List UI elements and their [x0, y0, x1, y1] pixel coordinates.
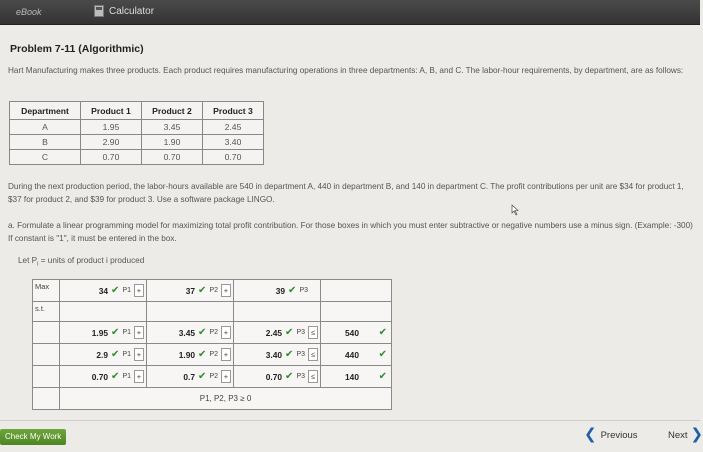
check-icon: ✔: [285, 326, 294, 338]
check-icon: ✔: [198, 326, 207, 338]
constraint-coef-input[interactable]: 0.7: [183, 371, 196, 382]
check-icon: ✔: [285, 348, 294, 360]
variable-label: P3: [296, 329, 305, 336]
objective-term: [60, 280, 147, 302]
objective-coef-input[interactable]: 34: [98, 285, 109, 296]
problem-intro: Hart Manufacturing makes three products. Each product requires manufacturing operations in three departments: A, B, and C. The labor-hour requirements, by department, are as follows:: [8, 66, 684, 75]
problem-title: Problem 7-11 (Algorithmic): [10, 43, 144, 55]
rhs-input[interactable]: 440: [345, 349, 359, 360]
check-icon: ✔: [111, 284, 120, 296]
empty-cell: [33, 344, 60, 366]
variable-label: P2: [209, 287, 218, 294]
header-cell: Product 2: [142, 102, 203, 120]
objective-coef-input[interactable]: 39: [275, 285, 286, 296]
empty-cell: [33, 388, 60, 410]
variable-label: P1: [122, 287, 131, 294]
table-cell: 3.45: [142, 120, 203, 135]
empty-cell: [321, 280, 392, 302]
variable-label: P1: [122, 351, 131, 358]
header-cell: Product 1: [81, 102, 142, 120]
variable-label: P3: [296, 351, 305, 358]
check-icon: ✔: [288, 284, 297, 296]
variable-definition: Let $P_i$ = units of product i produced: [18, 256, 145, 268]
lp-model-table: [32, 279, 392, 410]
table-cell: 0.70: [81, 150, 142, 165]
empty-cell: [234, 302, 321, 322]
check-icon: ✔: [111, 370, 120, 382]
table-cell: 2.90: [81, 135, 142, 150]
table-cell: 3.40: [203, 135, 264, 150]
nonnegativity-constraint: P1, P2, P3 ≥ 0: [60, 388, 392, 410]
table-cell: A: [10, 120, 81, 135]
check-icon: ✔: [378, 326, 387, 338]
st-label: s.t.: [33, 302, 60, 322]
variable-label: P2: [209, 329, 218, 336]
relation-select[interactable]: ≤: [308, 348, 318, 361]
constraint-coef-input[interactable]: 1.95: [91, 327, 109, 338]
constraint-coef-input[interactable]: 0.70: [91, 371, 109, 382]
labor-hours-table: [9, 101, 264, 165]
table-cell: 0.70: [203, 150, 264, 165]
check-icon: ✔: [198, 284, 207, 296]
relation-select[interactable]: ≤: [308, 326, 318, 339]
table-cell: 2.45: [203, 120, 264, 135]
empty-cell: [33, 322, 60, 344]
check-icon: ✔: [378, 370, 387, 382]
constraint-coef-input[interactable]: 2.45: [265, 327, 283, 338]
constraint-coef-input[interactable]: 3.45: [178, 327, 196, 338]
constraint-coef-input[interactable]: 3.40: [265, 349, 283, 360]
header-cell: Product 3: [203, 102, 264, 120]
table-row: [10, 150, 264, 165]
calculator-icon: [94, 5, 104, 17]
check-icon: ✔: [198, 370, 207, 382]
chevron-right-icon: ❯: [690, 426, 703, 443]
check-icon: ✔: [285, 370, 294, 382]
operator-select[interactable]: +: [134, 284, 144, 297]
check-icon: ✔: [378, 348, 387, 360]
variable-label: P3: [296, 373, 305, 380]
objective-term: [147, 280, 234, 302]
table-cell: B: [10, 135, 81, 150]
footer-divider: [0, 420, 700, 421]
variable-label: P3: [299, 287, 308, 294]
constraint-coef-input[interactable]: 2.9: [96, 349, 109, 360]
objective-term: [234, 280, 321, 302]
table-row: [10, 135, 264, 150]
table-row: [10, 120, 264, 135]
operator-select[interactable]: +: [221, 370, 231, 383]
objective-coef-input[interactable]: 37: [185, 285, 196, 296]
check-icon: ✔: [111, 326, 120, 338]
table-cell: C: [10, 150, 81, 165]
ebook-tab[interactable]: eBook: [16, 7, 42, 17]
variable-label: P1: [122, 373, 131, 380]
empty-cell: [321, 302, 392, 322]
variable-label: P2: [209, 351, 218, 358]
top-toolbar: [0, 0, 700, 25]
table-cell: 1.90: [142, 135, 203, 150]
previous-button[interactable]: [584, 428, 638, 442]
constraint-row: [33, 344, 392, 366]
next-label: Next: [668, 429, 688, 441]
table-header-row: [10, 102, 264, 120]
rhs-input[interactable]: 140: [345, 371, 359, 382]
check-icon: ✔: [198, 348, 207, 360]
check-my-work-button[interactable]: Check My Work: [0, 429, 66, 445]
empty-cell: [33, 366, 60, 388]
next-button[interactable]: [668, 428, 703, 442]
empty-cell: [147, 302, 234, 322]
chevron-left-icon: ❮: [584, 426, 597, 443]
constraint-row: [33, 322, 392, 344]
availability-paragraph: During the next production period, the labor-hours available are 540 in department A, 440 in department B, and 140 in department C. The profit contributions per unit are $34 for product 1, $37 for product 2, and $39 for product 3. Use a software package LINGO.: [8, 182, 684, 204]
rhs-input[interactable]: 540: [345, 327, 359, 338]
operator-select[interactable]: +: [134, 370, 144, 383]
calculator-label: Calculator: [109, 5, 155, 17]
operator-select[interactable]: +: [221, 348, 231, 361]
st-row: [33, 302, 392, 322]
operator-select[interactable]: +: [134, 348, 144, 361]
constraint-row: [33, 366, 392, 388]
max-label: Max: [33, 280, 60, 302]
check-icon: ✔: [111, 348, 120, 360]
header-cell: Department: [10, 102, 81, 120]
constraint-coef-input[interactable]: 1.90: [178, 349, 196, 360]
mouse-cursor-icon: [512, 205, 520, 215]
operator-select[interactable]: +: [134, 326, 144, 339]
operator-select[interactable]: +: [221, 284, 231, 297]
empty-cell: [60, 302, 147, 322]
variable-label: P1: [122, 329, 131, 336]
constraint-coef-input[interactable]: 0.70: [265, 371, 283, 382]
variable-label: P2: [209, 373, 218, 380]
nonnegativity-row: [33, 388, 392, 410]
previous-label: Previous: [600, 429, 638, 441]
calculator-button[interactable]: [94, 5, 154, 17]
table-cell: 1.95: [81, 120, 142, 135]
operator-select[interactable]: +: [221, 326, 231, 339]
relation-select[interactable]: ≤: [308, 370, 318, 383]
objective-row: [33, 280, 392, 302]
table-cell: 0.70: [142, 150, 203, 165]
instruction-paragraph: a. Formulate a linear programming model for maximizing total profit contribution. For those boxes in which you must enter subtractive or negative numbers use a minus sign. (Example: -300) If constant is "1", it must be entered in the box.: [8, 221, 693, 243]
